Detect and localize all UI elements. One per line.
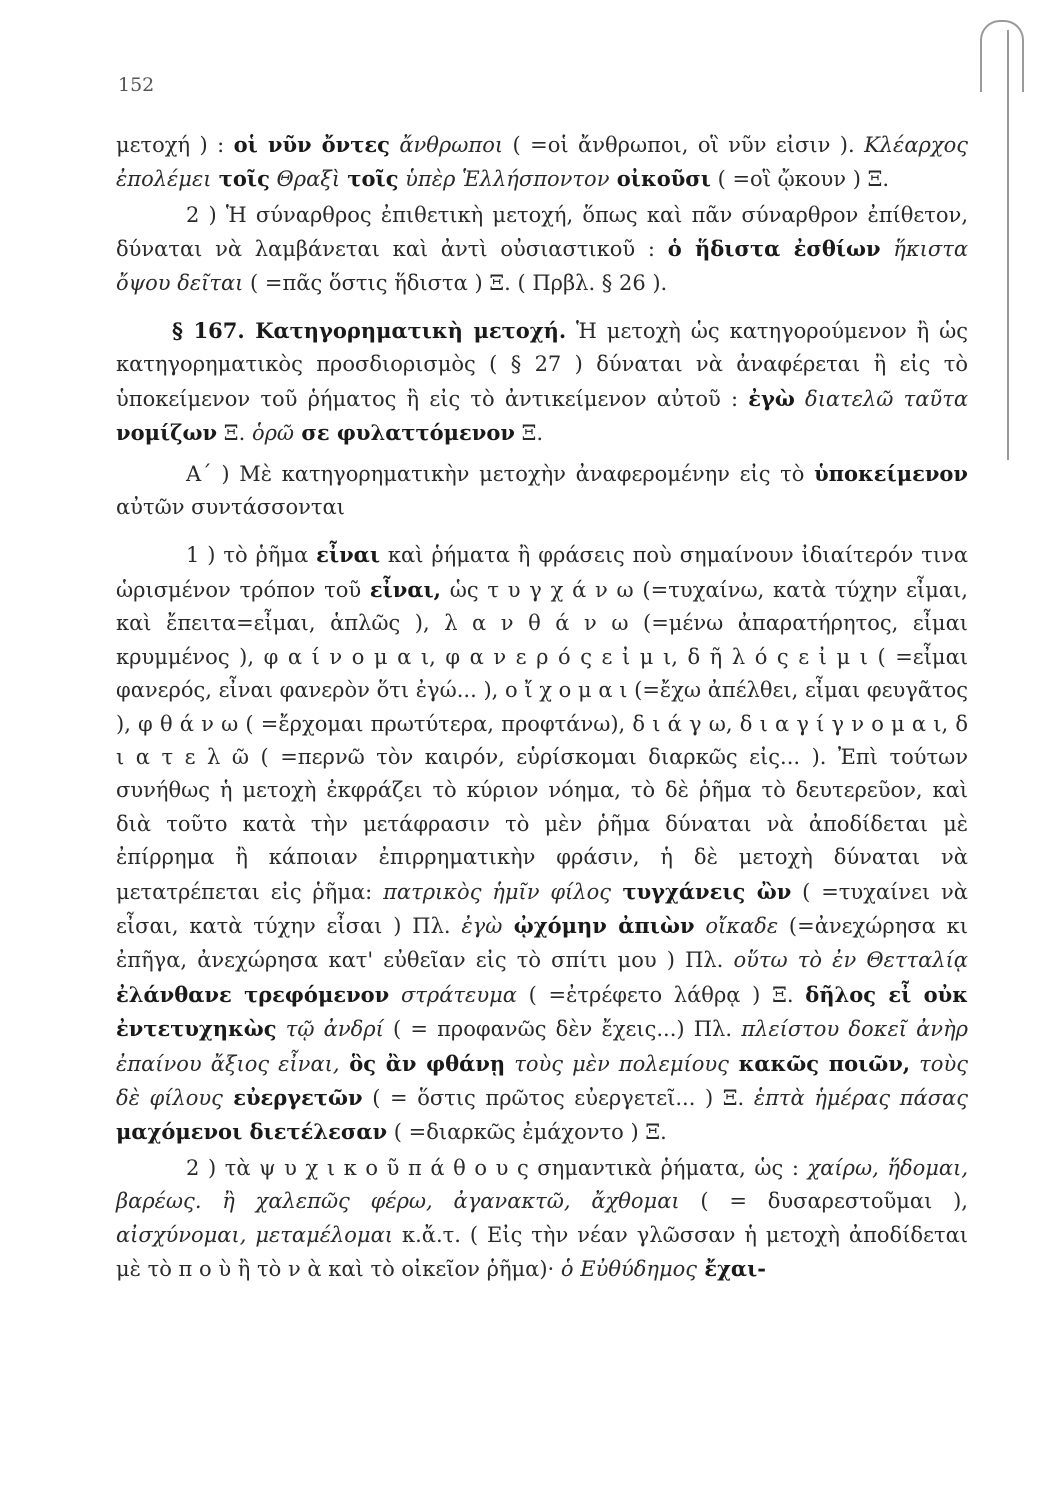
text-run: μετοχή ) :: [116, 133, 234, 157]
text-run: ἐγὼ: [461, 913, 503, 938]
text-run: Ἡ μετοχὴ ὡς κατηγορούμενον ἢ ὡς κατηγορηματικὸς προσδιορισμὸς ( § 27 ) δύναται νὰ ἀναφέρεται ἢ εἰς τὸ ὑποκείμενον τοῦ ῥήματος ἢ εἰς τὸ ἀντικείμενον αὐτοῦ :: [116, 319, 968, 411]
text-run: Θραξὶ: [269, 167, 341, 192]
section-167: [116, 314, 968, 451]
paper-clip-mark: [980, 20, 1024, 92]
text-run: Ξ.: [217, 421, 252, 446]
margin-pencil-line: [1007, 30, 1009, 460]
text-run: ἐλάνθανε τρεφόμενον: [116, 981, 390, 1007]
text-run: οὕτω τὸ ἐν Θετταλίᾳ: [733, 948, 968, 973]
text-run: τοὺς δὲ φίλους: [116, 1051, 968, 1110]
text-run: εἶναι: [316, 542, 380, 568]
text-run: νομίζων: [116, 420, 218, 446]
text-run: § 167. Κατηγορηματικὴ μετοχή.: [172, 318, 567, 344]
text-run: εὐεργετῶν: [222, 1084, 363, 1110]
text-run: αἰσχύνομαι, μεταμέλομαι: [116, 1222, 393, 1247]
text-run: 2 ) Ἡ σύναρθρος ἐπιθετικὴ μετοχή, ὅπως καὶ πᾶν σύναρθρον ἐπίθετον, δύναται νὰ λαμβάνεται καὶ ἀντὶ οὐσιαστικοῦ :: [116, 202, 968, 262]
text-run: ὁ Εὐθύδημος: [560, 1257, 698, 1281]
text-run: ἐγὼ: [748, 385, 795, 411]
text-run: Ξ.: [514, 421, 544, 446]
text-run: ( = δυσαρεστοῦμαι ),: [679, 1189, 968, 1214]
text-run: τοὺς μὲν πολεμίους: [505, 1051, 729, 1076]
text-run: κ.ἄ.τ. ( Εἰς τὴν νέαν γλῶσσαν ἡ μετοχὴ ἀποδίδεται μὲ τὸ π ο ὺ ἢ τὸ ν ὰ καὶ τὸ οἰκεῖον ῥῆμα)·: [116, 1222, 968, 1281]
text-run: ( =πᾶς ὅστις ἥδιστα ) Ξ. ( Πρβλ. § 26 ).: [243, 270, 668, 295]
text-run: ( =ἐτρέφετο λάθρᾳ ) Ξ.: [516, 982, 806, 1007]
text-run: ( = προφανῶς δὲν ἔχεις...) Πλ.: [383, 1017, 742, 1042]
text-run: ὁρῶ: [251, 421, 295, 446]
text-run: τοῖς: [211, 166, 270, 192]
text-run: εἶναι,: [369, 576, 441, 602]
text-run: δῆλος εἶ οὐκ ἐντετυχηκὼς: [116, 981, 968, 1042]
text-run: οἴκαδε: [694, 913, 779, 938]
text-run: κακῶς ποιῶν,: [728, 1050, 911, 1076]
text-run: ᾠχόμην ἀπιὼν: [502, 912, 695, 938]
text-run: ( = ὅστις πρῶτος εὐεργετεῖ... ) Ξ.: [362, 1085, 754, 1110]
paragraph-intro: [116, 128, 968, 197]
text-run: αὐτῶν συντάσσονται: [116, 495, 345, 520]
text-run: ( =οἳ ᾤκουν ) Ξ.: [710, 167, 890, 192]
text-run: διατελῶ ταῦτα: [794, 386, 968, 411]
text-run: τῷ ἀνδρί: [276, 1017, 384, 1042]
text-run: ἄνθρωποι: [389, 133, 504, 157]
text-run: μαχόμενοι διετέλεσαν: [116, 1119, 388, 1145]
text-run: ὡς τ υ γ χ ά ν ω (=τυχαίνω, κατὰ τύχην εἶμαι, καὶ ἔπειτα=εἶμαι, ἁπλῶς ), λ α ν θ ά ν ω (=μένω ἀπαρατήρητος, εἶμαι κρυμμένος ), φ α ί ν ο μ α ι, φ α ν ε ρ ό ς ε ἰ μ ι, δ ῆ λ ό ς ε ἰ μ ι ( =εἶμαι φανερός, εἶναι φανερὸν ὅτι ἐγώ... ), ο ἴ χ ο μ α ι (=ἔχω ἀπέλθει, εἶμαι φευγᾶτος ), φ θ ά ν ω ( =ἔρχομαι πρωτύτερα, προφτάνω), δ ι ά γ ω, δ ι α γ ί γ ν ο μ α ι, δ ι α τ ε λ ῶ ( =περνῶ τὸν καιρόν, εὑρίσκομαι διαρκῶς εἰς... ). Ἐπὶ τούτων συνήθως ἡ μετοχὴ ἐκφράζει τὸ κύριον νόημα, τὸ δὲ ῥῆμα τὸ δευτερεῦον, καὶ διὰ τοῦτο κατὰ τὴν μετάφρασιν τὸ μὲν ῥῆμα δύναται νὰ ἀποδίδεται μὲ ἐπίρρημα ἢ κάποιαν ἐπιρρηματικὴν φράσιν, ἡ δὲ μετοχὴ δύναται νὰ μετατρέπεται εἰς ῥῆμα:: [116, 577, 968, 904]
text-run: τοῖς: [340, 166, 399, 192]
text-run: Α΄ ) Μὲ κατηγορηματικὴν μετοχὴν ἀναφερομένην εἰς τὸ: [186, 461, 815, 486]
text-run: οἰκοῦσι: [609, 166, 711, 192]
text-run: στράτευμα: [389, 982, 517, 1007]
text-run: 2 ) τὰ ψ υ χ ι κ ο ῦ π ά θ ο υ ς σημαντικὰ ῥήματα, ὡς :: [186, 1155, 808, 1180]
paragraph-A1: [116, 538, 968, 1149]
text-run: Κλέαρχος ἐπολέμει: [116, 133, 968, 192]
text-run: καὶ ῥήματα ἢ φράσεις ποὺ σημαίνουν ἰδιαίτερόν τινα ὡρισμένον τρόπον τοῦ: [116, 543, 968, 602]
text-run: ( =διαρκῶς ἐμάχοντο ) Ξ.: [387, 1120, 667, 1145]
text-run: 1 ) τὸ ῥῆμα: [186, 543, 317, 568]
text-run: σε φυλαττόμενον: [294, 420, 515, 446]
text-run: οἱ νῦν ὄντες: [233, 132, 390, 157]
text-run: ἥκιστα ὄψου δεῖται: [116, 237, 969, 295]
text-run: (=ἀνεχώρησα κι ἐπῆγα, ἀνεχώρησα κατ' εὐθεῖαν εἰς τὸ σπίτι μου ) Πλ.: [116, 913, 968, 973]
text-run: τυγχάνεις ὢν: [611, 878, 792, 904]
text-run: πλείστου δοκεῖ ἀνὴρ ἐπαίνου ἄξιος εἶναι,: [116, 1017, 968, 1076]
paragraph-2: [116, 199, 968, 300]
text-run: ἑπτὰ ἡμέρας πάσας: [753, 1085, 968, 1110]
text-run: ὁ ἥδιστα ἐσθίων: [667, 236, 881, 262]
text-run: ( =οἱ ἄνθρωποι, οἳ νῦν εἰσιν ).: [503, 133, 865, 157]
paragraph-A: [116, 457, 968, 525]
text-run: ἔχαι-: [697, 1256, 766, 1281]
text-run: ὑποκείμενον: [814, 460, 968, 486]
text-run: χαίρω, ἥδομαι, βαρέως. ἢ χαλεπῶς φέρω, ἀγανακτῶ, ἄχθομαι: [116, 1155, 968, 1214]
text-run: ( =τυχαίνει νὰ εἶσαι, κατὰ τύχην εἶσαι ) Πλ.: [116, 879, 968, 938]
text-run: πατρικὸς ἡμῖν φίλος: [383, 879, 611, 904]
page-number: 152: [118, 74, 155, 96]
text-run: ὑπὲρ Ἑλλήσποντον: [398, 167, 610, 192]
body-text: [116, 128, 968, 1286]
paragraph-A2: [116, 1152, 968, 1287]
text-run: ὃς ἂν φθάνῃ: [339, 1050, 506, 1076]
